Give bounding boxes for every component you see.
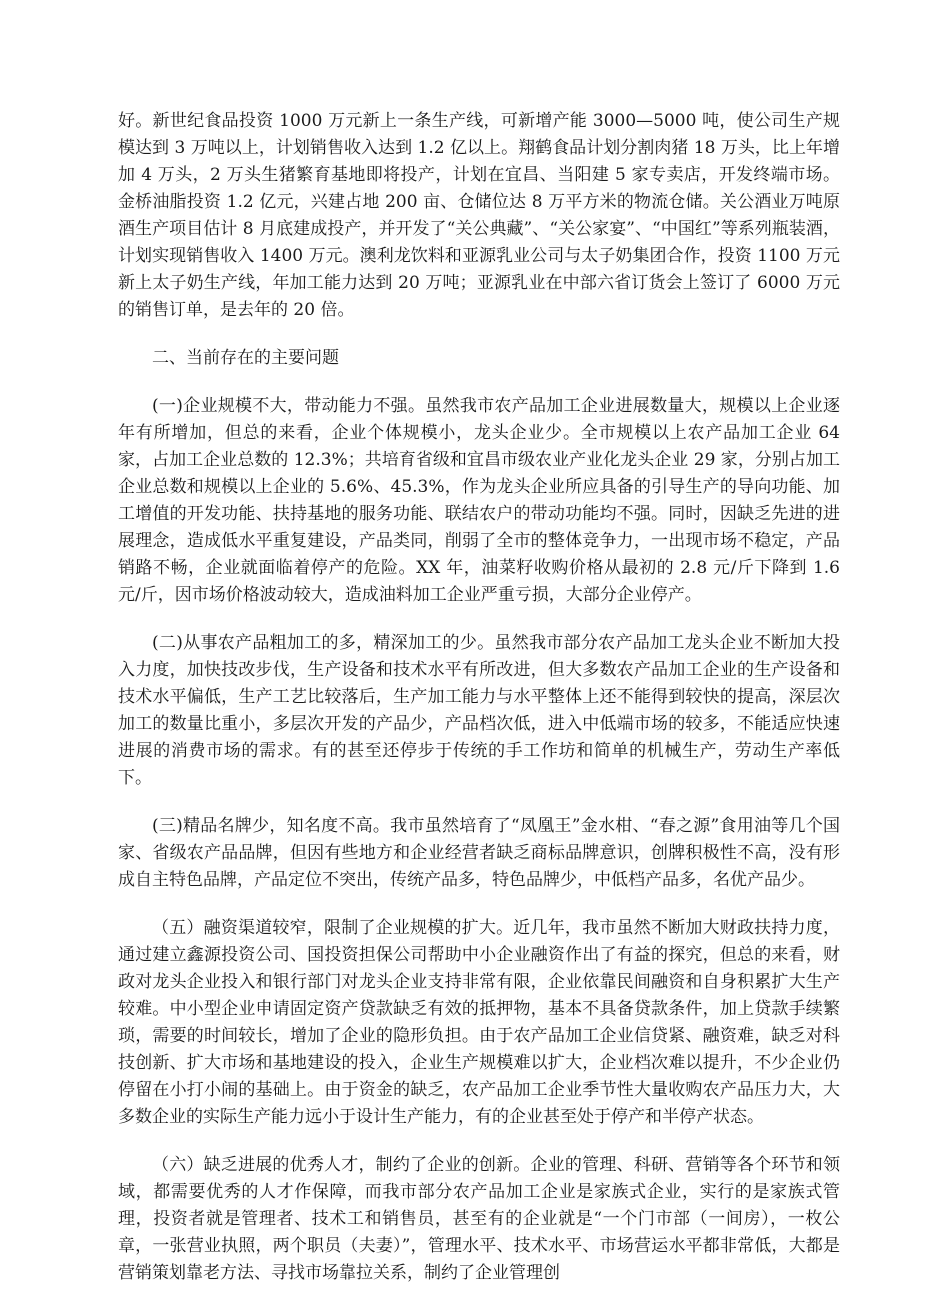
paragraph-problem-3: (三)精品名牌少，知名度不高。我市虽然培育了“凤凰王”金水柑、“春之源”食用油等几个国家、省级农产品品牌，但因有些地方和企业经营者缺乏商标品牌意识，创牌积极性不高，没有形成自主特色品牌，产品定位不突出，传统产品多，特色品牌少，中低档产品多，名优产品少。 bbox=[118, 816, 840, 890]
paragraph-problem-5: （五）融资渠道较窄，限制了企业规模的扩大。近几年，我市虽然不断加大财政扶持力度，通过建立鑫源投资公司、国投资担保公司帮助中小企业融资作出了有益的探究，但总的来看，财政对龙头企业投入和银行部门对龙头企业支持非常有限，企业依靠民间融资和自身积累扩大生产较难。中小型企业申请固定资产贷款缺乏有效的抵押物，基本不具备贷款条件，加上贷款手续繁琐，需要的时间较长，增加了企业的隐形负担。由于农产品加工企业信贷紧、融资难，缺乏对科技创新、扩大市场和基地建设的投入，企业生产规模难以扩大，企业档次难以提升，不少企业仍停留在小打小闹的基础上。由于资金的缺乏，农产品加工企业季节性大量收购农产品压力大，大多数企业的实际生产能力远小于设计生产能力，有的企业甚至处于停产和半停产状态。 bbox=[118, 918, 840, 1127]
section-heading-main-problems: 二、当前存在的主要问题 bbox=[152, 348, 339, 368]
paragraph-problem-2: (二)从事农产品粗加工的多，精深加工的少。虽然我市部分农产品加工龙头企业不断加大投入力度，加快技改步伐，生产设备和技术水平有所改进，但大多数农产品加工企业的生产设备和技术水平偏低，生产工艺比较落后，生产加工能力与水平整体上还不能得到较快的提高，深层次加工的数量比重小，多层次开发的产品少，产品档次低，进入中低端市场的较多，不能适应快速进展的消费市场的需求。有的甚至还停步于传统的手工作坊和简单的机械生产，劳动生产率低下。 bbox=[118, 633, 840, 788]
paragraph-problem-1: (一)企业规模不大，带动能力不强。虽然我市农产品加工企业进展数量大，规模以上企业逐年有所增加，但总的来看，企业个体规模小，龙头企业少。全市规模以上农产品加工企业 64 家，占加工企业总数的 12.3%；共培育省级和宜昌市级农业产业化龙头企业 29 家，分别占加工企业总数和规模以上企业的 5.6%、45.3%，作为龙头企业所应具备的引导生产的导向功能、加工增值的开发功能、扶持基地的服务功能、联结农户的带动功能均不强。同时，因缺乏先进的进展理念，造成低水平重复建设，产品类同，削弱了全市的整体竞争力，一出现市场不稳定，产品销路不畅，企业就面临着停产的危险。XX 年，油菜籽收购价格从最初的 2.8 元/斤下降到 1.6 元/斤，因市场价格波动较大，造成油料加工企业严重亏损，大部分企业停产。 bbox=[118, 396, 840, 605]
paragraph-continued: 好。新世纪食品投资 1000 万元新上一条生产线，可新增产能 3000—5000 吨，使公司生产规模达到 3 万吨以上，计划销售收入达到 1.2 亿以上。翔鹤食品计划分割肉猪 18 万头，比上年增加 4 万头，2 万头生猪繁育基地即将投产，计划在宜昌、当阳建 5 家专卖店，开发终端市场。金桥油脂投资 1.2 亿元，兴建占地 200 亩、仓储位达 8 万平方米的物流仓储。关公酒业万吨原酒生产项目估计 8 月底建成投产，并开发了“关公典藏”、“关公家宴”、“中国红”等系列瓶装酒，计划实现销售收入 1400 万元。澳利龙饮料和亚源乳业公司与太子奶集团合作，投资 1100 万元新上太子奶生产线，年加工能力达到 20 万吨；亚源乳业在中部六省订货会上签订了 6000 万元的销售订单，是去年的 20 倍。 bbox=[118, 111, 840, 320]
document-body bbox=[118, 108, 840, 1308]
paragraph-problem-6: （六）缺乏进展的优秀人才，制约了企业的创新。企业的管理、科研、营销等各个环节和领域，都需要优秀的人才作保障，而我市部分农产品加工企业是家族式企业，实行的是家族式管理，投资者就是管理者、技术工和销售员，甚至有的企业就是“一个门市部（一间房），一枚公章，一张营业执照，两个职员（夫妻）”，管理水平、技术水平、市场营运水平都非常低，大都是营销策划靠老方法、寻找市场靠拉关系，制约了企业管理创 bbox=[118, 1155, 840, 1283]
